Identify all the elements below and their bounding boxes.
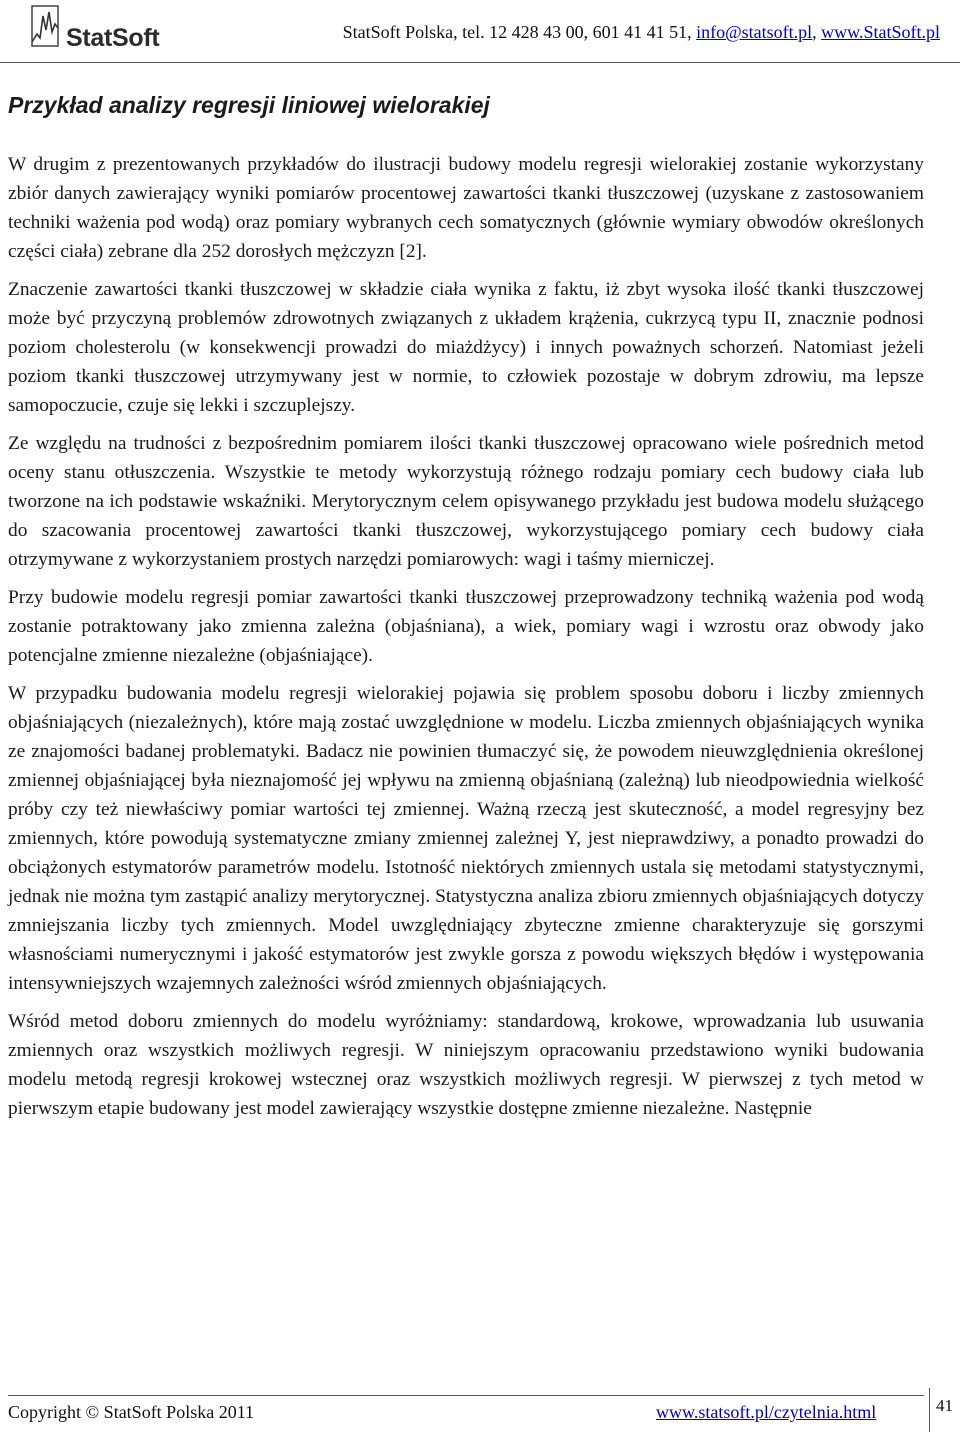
page-number: 41 <box>936 1396 953 1415</box>
page-title: Przykład analizy regresji liniowej wielorakiej <box>8 92 490 118</box>
paragraph: Ze względu na trudności z bezpośrednim pomiarem ilości tkanki tłuszczowej opracowano wiele pośrednich metod oceny stanu otłuszczenia. Wszystkie te metody wykorzystują różnego rodzaju pomiary cech budowy ciała lub tworzone na ich podstawie wskaźniki. Merytorycznym celem opisywanego przykładu jest budowa modelu służącego do szacowania procentowej zawartości tkanki tłuszczowej, wykorzystującego pomiary cech budowy ciała otrzymywane z wykorzystaniem prostych narzędzi pomiarowych: wagi i taśmy mierniczej. <box>8 433 924 570</box>
statsoft-logo <box>30 4 190 54</box>
article-body <box>8 150 924 1132</box>
page-number-box <box>929 1388 960 1432</box>
footer-divider <box>8 1395 924 1396</box>
paragraph: Wśród metod doboru zmiennych do modelu wyróżniamy: standardową, krokowe, wprowadzania lub usuwania zmiennych oraz wszystkich możliwych regresji. W niniejszym opracowaniu przedstawiono wyniki budowania modelu metodą regresji krokowej wstecznej oraz wszystkich możliwych regresji. W pierwszej z tych metod w pierwszym etapie budowany jest model zawierający wszystkie dostępne zmienne niezależne. Następnie <box>8 1011 924 1119</box>
paragraph: Znaczenie zawartości tkanki tłuszczowej w składzie ciała wynika z faktu, iż zbyt wysoka ilość tkanki tłuszczowej może być przyczyną problemów zdrowotnych związanych z układem krążenia, cukrzycą typu II, znacznie podnosi poziom cholesterolu (w konsekwencji prowadzi do miażdżycy) i innych poważnych schorzeń. Natomiast jeżeli poziom tkanki tłuszczowej utrzymywany jest w normie, to człowiek pozostaje w dobrym zdrowiu, ma lepsze samopoczucie, czuje się lekki i szczuplejszy. <box>8 279 924 416</box>
brand-name: StatSoft <box>66 24 160 52</box>
czytelnia-link[interactable]: www.statsoft.pl/czytelnia.html <box>656 1402 877 1422</box>
page-header <box>0 0 960 64</box>
contact-text: StatSoft Polska, tel. 12 428 43 00, 601 41 41 51, <box>342 22 692 42</box>
header-divider <box>0 62 960 63</box>
website-link[interactable]: www.StatSoft.pl <box>821 22 940 42</box>
copyright-text: Copyright © StatSoft Polska 2011 <box>8 1402 255 1422</box>
paragraph: W drugim z prezentowanych przykładów do ilustracji budowy modelu regresji wielorakiej zostanie wykorzystany zbiór danych zawierający wyniki pomiarów procentowej zawartości tkanki tłuszczowej (uzyskane z zastosowaniem techniki ważenia pod wodą) oraz pomiary wybranych cech somatycznych (głównie wymiary obwodów określonych części ciała) zebrane dla 252 dorosłych mężczyzn [2]. <box>8 154 924 262</box>
email-link[interactable]: info@statsoft.pl <box>696 22 813 42</box>
paragraph: Przy budowie modelu regresji pomiar zawartości tkanki tłuszczowej przeprowadzony techniką ważenia pod wodą zostanie potraktowany jako zmienna zależna (objaśniana), a wiek, pomiary wagi i wzrostu oraz obwody jako potencjalne zmienne niezależne (objaśniające). <box>8 587 924 666</box>
contact-separator: , <box>812 22 817 42</box>
paragraph: W przypadku budowania modelu regresji wielorakiej pojawia się problem sposobu doboru i liczby zmiennych objaśniających (niezależnych), które mają zostać uwzględnione w modelu. Liczba zmiennych objaśniających wynika ze znajomości badanej problematyki. Badacz nie powinien tłumaczyć się, że powodem nieuwzględnienia określonej zmiennej objaśniającej była nieznajomość jej wpływu na zmienną objaśnianą (zależną) lub nieodpowiednia wielkość próby czy też niewłaściwy pomiar wartości tej zmiennej. Ważną rzeczą jest skuteczność, a model regresyjny bez zmiennych, które powodują systematyczne zmiany zmiennej zależnej Y, jest nieprawdziwy, a ponadto prowadzi do obciążonych estymatorów parametrów modelu. Istotność niektórych zmiennych ustala się metodami statystycznymi, jednak nie można tym zastąpić analizy merytorycznej. Statystyczna analiza zbioru zmiennych objaśniających dotyczy zmniejszania liczby tych zmiennych. Model uwzględniający zbyteczne zmienne charakteryzuje się gorszymi własnościami numerycznymi i jakość estymatorów jest zwykle gorsza z powodu większych błędów i występowania intensywniejszych wzajemnych zależności wśród zmiennych objaśniających. <box>8 683 924 994</box>
header-contact <box>343 22 940 43</box>
